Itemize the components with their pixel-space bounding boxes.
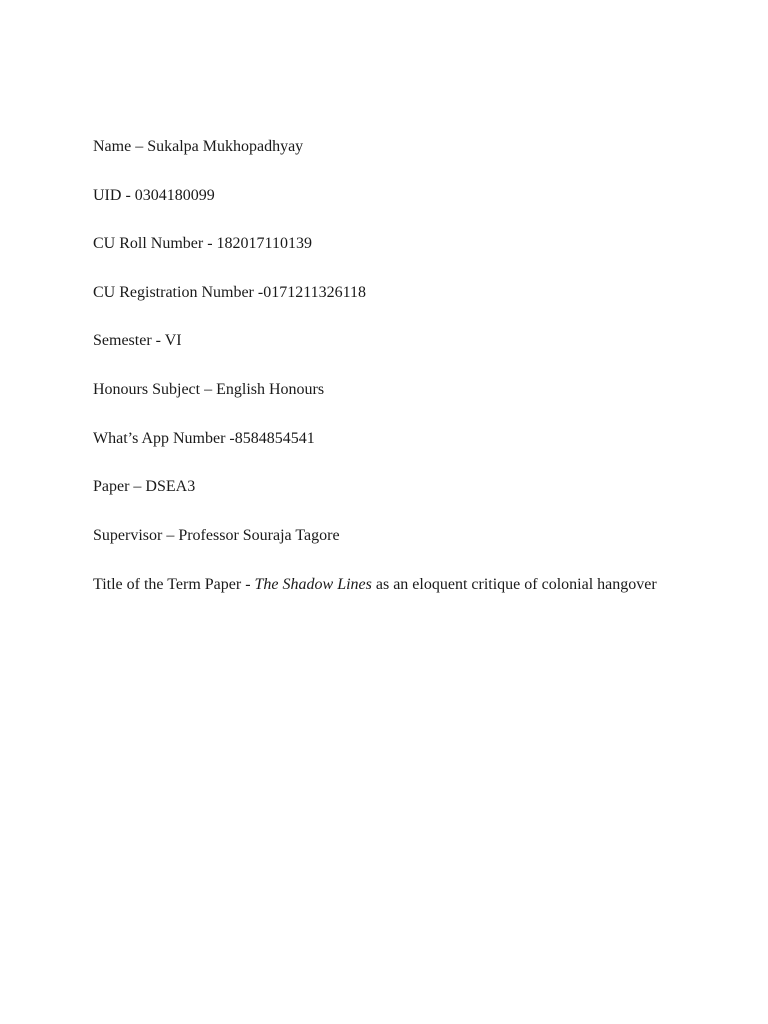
title-italic-book: The Shadow Lines: [254, 576, 372, 594]
cu-roll-line: CU Roll Number - 182017110139: [93, 235, 312, 253]
cu-registration-line: CU Registration Number -0171211326118: [93, 283, 367, 301]
paper-line: Paper – DSEA3: [93, 478, 196, 496]
supervisor-line: Supervisor – Professor Souraja Tagore: [93, 526, 340, 544]
name-line: Name – Sukalpa Mukhopadhyay: [93, 138, 304, 155]
honours-subject-line: Honours Subject – English Honours: [93, 380, 325, 398]
title-prefix: Title of the Term Paper -: [93, 576, 255, 594]
semester-line: Semester - VI: [93, 332, 182, 350]
cover-details: [93, 136, 675, 604]
uid-line: UID - 0304180099: [93, 186, 215, 204]
title-suffix: as an eloquent critique of colonial hangover: [371, 576, 657, 594]
term-paper-title: [93, 565, 675, 604]
whatsapp-line: What’s App Number -8584854541: [93, 429, 315, 447]
